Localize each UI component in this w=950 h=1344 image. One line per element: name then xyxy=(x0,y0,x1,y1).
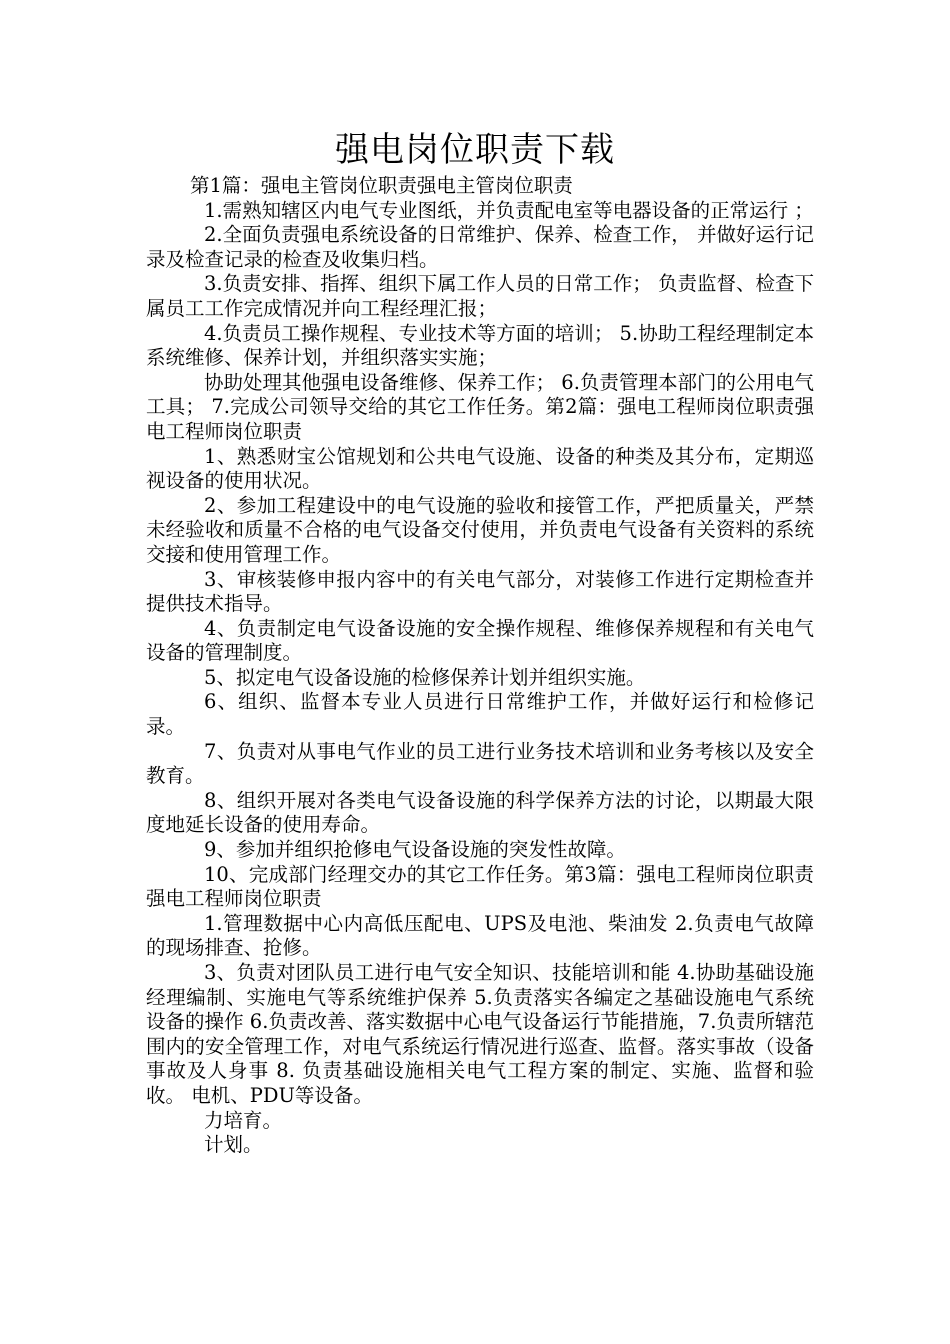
paragraph: 3、负责对团队员工进行电气安全知识、技能培训和能 4.协助基础设施经理编制、实施电气等系统维护保养 5.负责落实各编定之基础设施电气系统设备的操作 6.负责改善、落实数据中心电气设备运行节能措施，7.负责所辖范围内的安全管理工作，对电气系统运行情况进行巡查、监督。落实事故（设备事故及人身事 8. 负责基础设施相关电气工程方案的制定、实施、监督和验收。 电机、PDU等设备。 xyxy=(146,961,814,1107)
paragraph: 8、组织开展对各类电气设备设施的科学保养方法的讨论，以期最大限度地延长设备的使用寿命。 xyxy=(146,788,814,837)
paragraph: 1、熟悉财宝公馆规划和公共电气设施、设备的种类及其分布，定期巡视设备的使用状况。 xyxy=(146,444,814,493)
paragraph: 3.负责安排、指挥、组织下属工作人员的日常工作； 负责监督、检查下属员工工作完成情况并向工程经理汇报； xyxy=(146,272,814,320)
paragraph: 1.需熟知辖区内电气专业图纸，并负责配电室等电器设备的正常运行 ； xyxy=(204,198,814,222)
paragraph: 6、组织、监督本专业人员进行日常维护工作，并做好运行和检修记录。 xyxy=(146,690,814,739)
paragraph: 4、负责制定电气设备设施的安全操作规程、维修保养规程和有关电气设备的管理制度。 xyxy=(146,616,814,665)
section-heading-1: 第1篇：强电主管岗位职责强电主管岗位职责 xyxy=(190,174,573,197)
document-title: 强电岗位职责下载 xyxy=(335,130,615,170)
document-body xyxy=(146,174,814,1158)
paragraph: 2、参加工程建设中的电气设施的验收和接管工作，严把质量关，严禁未经验收和质量不合格的电气设备交付使用，并负责电气设备有关资料的系统交接和使用管理工作。 xyxy=(146,493,814,566)
paragraph: 9、参加并组织抢修电气设备设施的突发性故障。 xyxy=(204,838,626,862)
paragraph: 1.管理数据中心内高低压配电、UPS及电池、柴油发 2.负责电气故障的现场排查、抢修。 xyxy=(146,911,814,960)
paragraph: 10、完成部门经理交办的其它工作任务。第3篇：强电工程师岗位职责强电工程师岗位职责 xyxy=(146,862,814,911)
paragraph: 3、审核装修申报内容中的有关电气部分，对装修工作进行定期检查并提供技术指导。 xyxy=(146,567,814,616)
paragraph: 力培育。 xyxy=(204,1108,283,1132)
paragraph: 5、拟定电气设备设施的检修保养计划并组织实施。 xyxy=(204,665,646,689)
paragraph: 4.负责员工操作规程、专业技术等方面的培训； 5.协助工程经理制定本系统维修、保养计划，并组织落实实施； xyxy=(146,321,814,370)
paragraph: 2.全面负责强电系统设备的日常维护、保养、检查工作， 并做好运行记录及检查记录的检查及收集归档。 xyxy=(146,223,814,271)
paragraph: 计划。 xyxy=(204,1133,263,1157)
paragraph: 协助处理其他强电设备维修、保养工作； 6.负责管理本部门的公用电气工具； 7.完成公司领导交给的其它工作任务。第2篇：强电工程师岗位职责强电工程师岗位职责 xyxy=(146,370,814,443)
paragraph: 7、负责对从事电气作业的员工进行业务技术培训和业务考核以及安全教育。 xyxy=(146,739,814,788)
